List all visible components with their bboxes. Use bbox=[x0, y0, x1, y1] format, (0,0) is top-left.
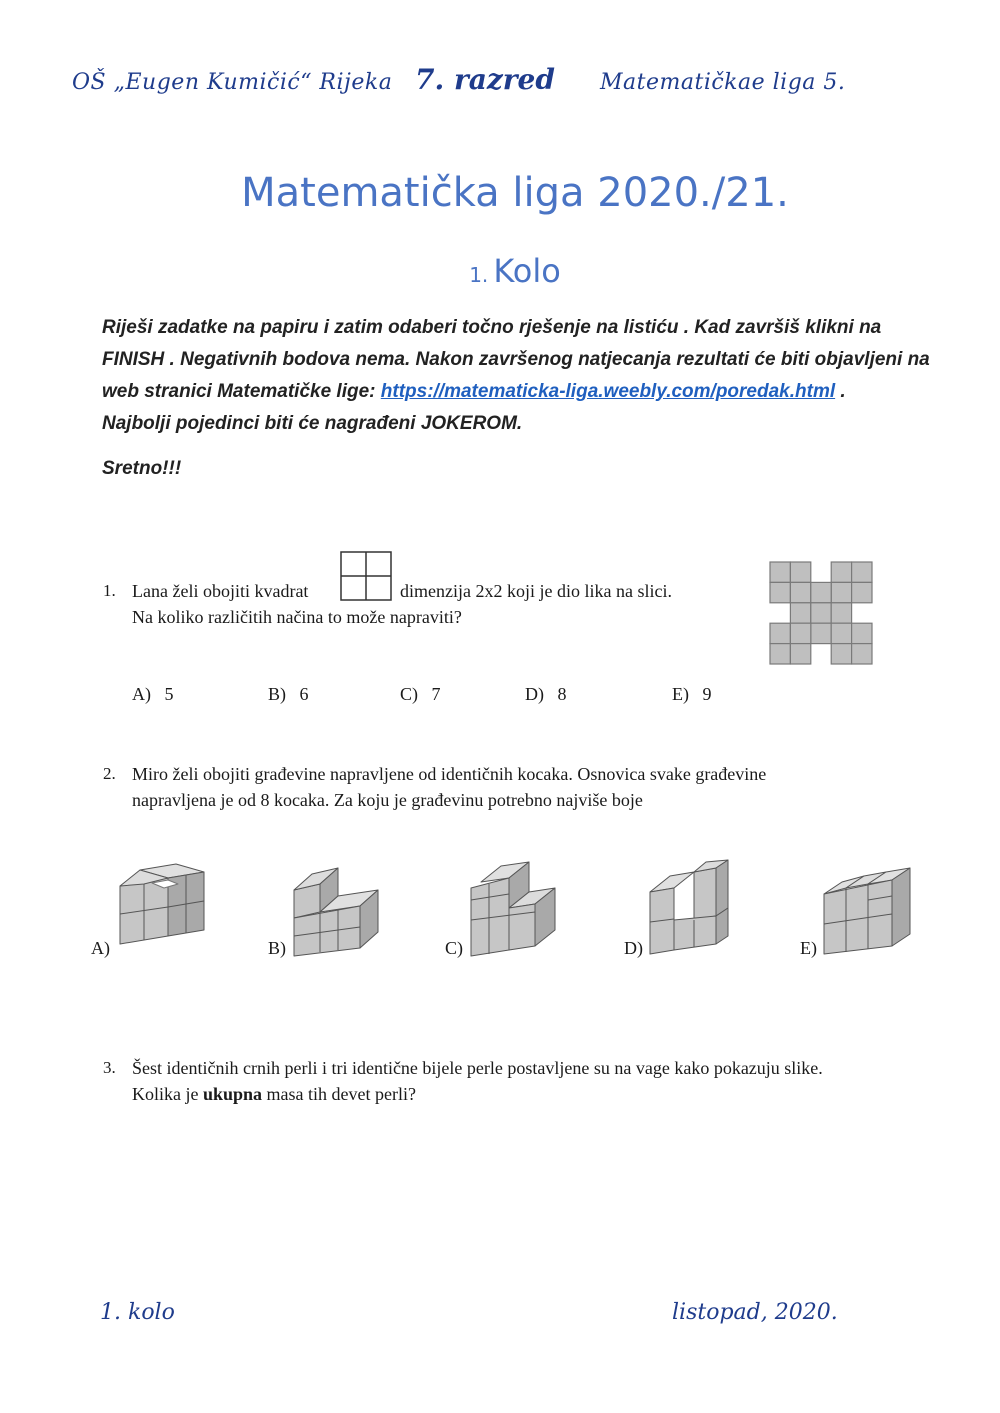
header-league: Matematičkae liga 5. bbox=[600, 70, 846, 95]
question-2-line1: Miro želi obojiti građevine napravljene od identičnih kocaka. Osnovica svake građevine bbox=[132, 764, 767, 784]
question-3-line1: Šest identičnih crnih perli i tri identične bijele perle postavljene su na vage kako pokazuju slike. bbox=[132, 1058, 823, 1078]
building-d-label[interactable]: D) bbox=[624, 938, 643, 958]
question-1-line1-end: dimenzija 2x2 koji je dio lika na slici. bbox=[400, 581, 672, 601]
footer-round: 1. kolo bbox=[100, 1300, 175, 1325]
question-3-bold-word: ukupna bbox=[202, 1084, 263, 1104]
question-3-number: 3. bbox=[103, 1058, 116, 1077]
grid-figure bbox=[769, 561, 873, 665]
question-1-line1-start: Lana želi obojiti kvadrat bbox=[132, 581, 309, 601]
header-grade: 7. razred bbox=[415, 63, 555, 96]
header-school: OŠ „Eugen Kumičić“ Rijeka bbox=[72, 70, 393, 95]
building-c-figure bbox=[467, 856, 562, 960]
building-e-label[interactable]: E) bbox=[800, 938, 817, 958]
instructions-text: Riješi zadatke na papiru i zatim odaberi točno rješenje na listiću . Kad završiš klikni na FINISH . Negativnih bodova nema. Nakon završenog natjecanja rezultati će biti objavljeni na web stranici Matematičke lige: bbox=[102, 317, 930, 402]
q1-option-c[interactable]: C) 7 bbox=[400, 684, 441, 704]
q1-option-a[interactable]: A) 5 bbox=[132, 684, 174, 704]
instructions-last-line: Najbolji pojedinci biti će nagrađeni JOKEROM. bbox=[102, 413, 523, 434]
building-d-figure bbox=[646, 858, 736, 958]
square-2x2-icon bbox=[340, 551, 392, 601]
building-e-figure bbox=[820, 858, 915, 958]
question-3-line2: Kolika je ukupna masa tih devet perli? bbox=[132, 1084, 416, 1104]
q1-option-d[interactable]: D) 8 bbox=[525, 684, 567, 704]
question-2-number: 2. bbox=[103, 764, 116, 783]
question-1-line2: Na koliko različitih načina to može napraviti? bbox=[132, 607, 462, 627]
instructions-after-link: . bbox=[835, 381, 846, 402]
building-a-figure bbox=[110, 858, 210, 958]
q1-option-e[interactable]: E) 9 bbox=[672, 684, 712, 704]
instructions bbox=[102, 312, 932, 440]
results-link[interactable]: https://matematicka-liga.weebly.com/poredak.html bbox=[380, 381, 836, 402]
question-2-line2: napravljena je od 8 kocaka. Za koju je građevinu potrebno najviše boje bbox=[132, 790, 643, 810]
building-b-figure bbox=[290, 860, 385, 960]
round-number: 1. bbox=[469, 263, 489, 287]
page-title: Matematička liga 2020./21. bbox=[241, 170, 789, 216]
page-subtitle bbox=[0, 252, 1000, 290]
building-b-label[interactable]: B) bbox=[268, 938, 286, 958]
good-luck-text: Sretno!!! bbox=[102, 458, 182, 479]
question-1-number: 1. bbox=[103, 581, 116, 600]
building-c-label[interactable]: C) bbox=[445, 938, 463, 958]
building-a-label[interactable]: A) bbox=[91, 938, 110, 958]
round-word: Kolo bbox=[493, 252, 561, 290]
q1-option-b[interactable]: B) 6 bbox=[268, 684, 309, 704]
footer-date: listopad, 2020. bbox=[672, 1300, 838, 1325]
